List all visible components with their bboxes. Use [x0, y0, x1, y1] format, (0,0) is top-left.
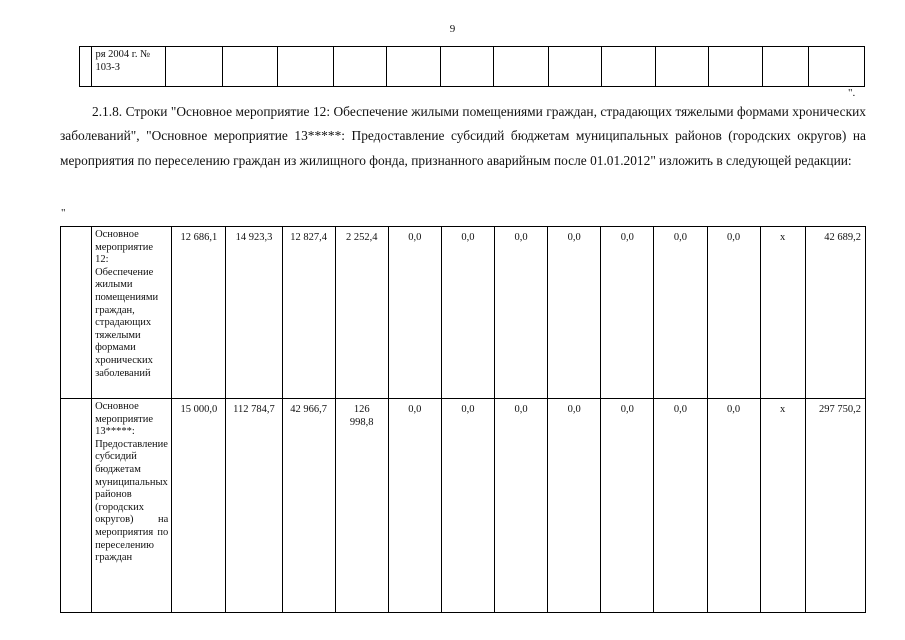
- value-cell: 0,0: [495, 399, 548, 613]
- value-cell: 2 252,4: [335, 227, 388, 399]
- top-table-cell: [278, 47, 334, 87]
- value-cell: 126 998,8: [335, 399, 388, 613]
- value-cell: 0,0: [601, 399, 654, 613]
- opening-quote-mark: ": [61, 207, 66, 219]
- value-cell: 0,0: [441, 227, 494, 399]
- top-table-cell: [387, 47, 441, 87]
- value-cell: 0,0: [707, 399, 760, 613]
- value-cell: 0,0: [654, 227, 707, 399]
- value-cell: 0,0: [548, 227, 601, 399]
- table-row: [61, 227, 866, 399]
- top-table-cell: [808, 47, 864, 87]
- value-cell: 0,0: [654, 399, 707, 613]
- closing-quote-mark: ".: [848, 87, 856, 99]
- value-cell: 15 000,0: [172, 399, 226, 613]
- row-name-cell: [92, 399, 172, 613]
- top-table-cell: [223, 47, 278, 87]
- row-name: Основное мероприятие 12: Обеспечение жилыми помещениями граждан, страдающих тяжелыми формами хронических заболеваний: [95, 229, 159, 379]
- total-cell: 42 689,2: [805, 227, 865, 399]
- value-cell: 0,0: [495, 227, 548, 399]
- top-table-cell: [441, 47, 494, 87]
- mark-cell: х: [760, 399, 805, 613]
- page-number: 9: [449, 23, 456, 35]
- top-table-cell: [602, 47, 656, 87]
- top-table-cell: [494, 47, 549, 87]
- value-cell: 0,0: [601, 227, 654, 399]
- value-cell: 14 923,3: [226, 227, 282, 399]
- value-cell: 0,0: [388, 227, 441, 399]
- table-row: [61, 399, 866, 613]
- value-cell: 0,0: [441, 399, 494, 613]
- row-number-cell: [61, 399, 92, 613]
- value-cell: 12 686,1: [172, 227, 226, 399]
- top-table-cell: [80, 47, 92, 87]
- top-table-cell: [709, 47, 763, 87]
- top-table-cell: [656, 47, 709, 87]
- amendment-paragraph: 2.1.8. Строки "Основное мероприятие 12: Обеспечение жилыми помещениями граждан, страдающих тяжелыми формами хронических заболеваний", "Основное мероприятие 13*****: Предоставление субсидий бюджетам муниципальных районов (городских округов) на мероприятия по переселению граждан из жилищного фонда, признанного аварийным после 01.01.2012" изложить в следующей редакции:: [60, 104, 866, 168]
- row-name-cell: [92, 227, 172, 399]
- value-cell: 0,0: [707, 227, 760, 399]
- value-cell: 0,0: [388, 399, 441, 613]
- mark-cell: х: [760, 227, 805, 399]
- value-cell: 12 827,4: [282, 227, 335, 399]
- row-name: Основное мероприятие 13*****: Предоставление субсидий бюджетам муниципальных районов (городских округов) на мероприятия по переселению граждан: [95, 401, 169, 564]
- top-table-cell: [763, 47, 809, 87]
- total-cell: 297 750,2: [805, 399, 865, 613]
- row-number-cell: [61, 227, 92, 399]
- main-table: [60, 226, 866, 613]
- value-cell: 0,0: [548, 399, 601, 613]
- top-table: [79, 46, 865, 87]
- top-table-cell: [166, 47, 223, 87]
- top-table-cell: [549, 47, 602, 87]
- top-table-ref-cell: [92, 47, 166, 87]
- value-cell: 42 966,7: [282, 399, 335, 613]
- value-cell: 112 784,7: [226, 399, 282, 613]
- top-table-ref-text: ря 2004 г. № 103-З: [95, 49, 151, 73]
- top-table-cell: [334, 47, 387, 87]
